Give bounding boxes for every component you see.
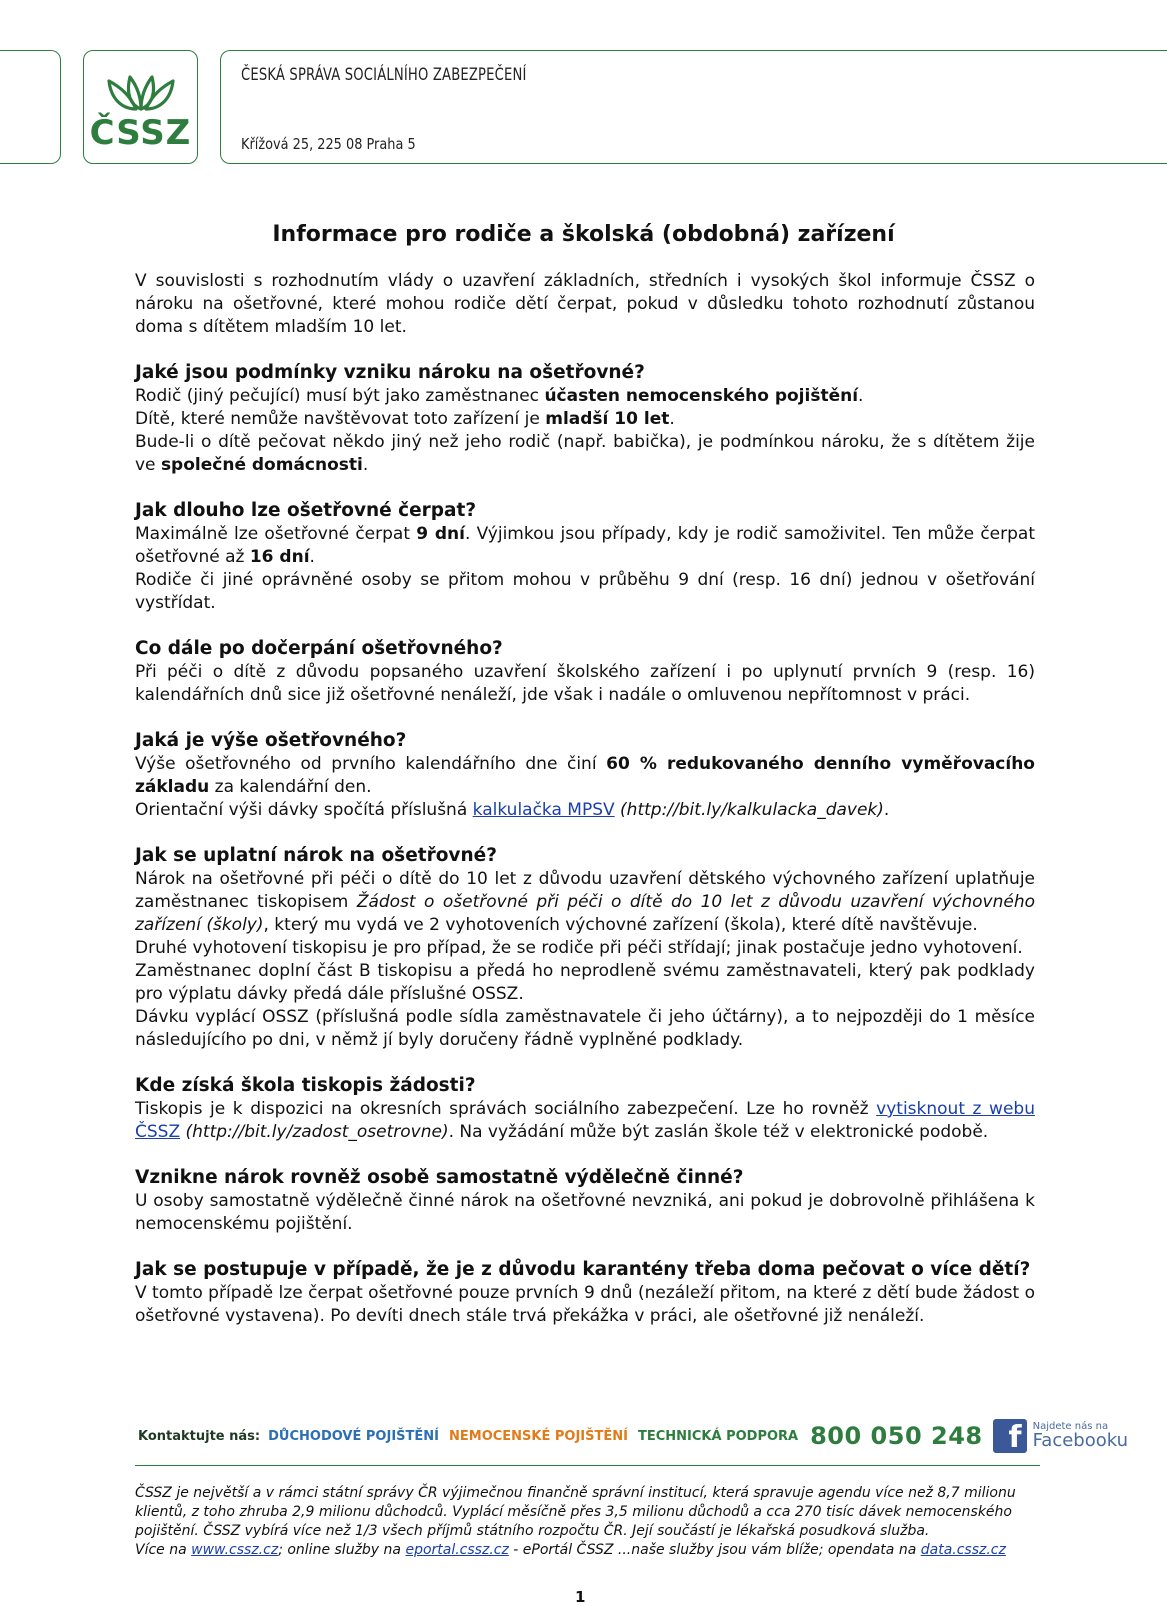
text: .	[309, 547, 315, 567]
text: .	[883, 800, 890, 820]
spacer	[135, 615, 1035, 637]
bold-text: společné domácnosti	[160, 455, 363, 475]
facebook-small-text: Najdete nás na	[1032, 1421, 1109, 1432]
claim-p1	[135, 868, 1035, 937]
bold-text: mladší 10 let	[545, 409, 670, 429]
calculator-url: (http://bit.ly/kalkulacka_davek)	[620, 800, 884, 820]
organization-address: Křížová 25, 225 08 Praha 5	[241, 135, 416, 153]
text: ; online služby na	[278, 1542, 406, 1558]
bold-text: 16 dní	[249, 547, 310, 567]
contact-bar	[138, 1418, 1128, 1454]
conditions-p2	[135, 408, 1035, 431]
facebook-big-text: Facebooku	[1032, 1430, 1129, 1451]
eportal-link[interactable]: eportal.cssz.cz	[405, 1542, 509, 1558]
page-title: Informace pro rodiče a školská (obdobná) zařízení	[272, 222, 895, 247]
bold-text: 9 dní	[416, 524, 465, 544]
section-heading-amount: Jaká je výše ošetřovného?	[135, 730, 407, 751]
footer-links-line	[135, 1541, 1040, 1560]
text: Rodič (jiný pečující) musí být jako zaměstnanec	[135, 386, 545, 406]
spacer	[135, 707, 1035, 729]
text: Orientační výši dávky spočítá příslušná	[135, 800, 473, 820]
facebook-letter: f	[1008, 1420, 1022, 1455]
spacer	[135, 1236, 1035, 1258]
text: . Na vyžádání může být zaslán škole též v elektronické podobě.	[448, 1122, 989, 1142]
facebook-icon[interactable]	[993, 1419, 1027, 1453]
text: .	[362, 455, 369, 475]
sickness-insurance-link[interactable]: NEMOCENSKÉ POJIŠTĚNÍ	[449, 1428, 628, 1444]
footer-divider	[135, 1465, 1040, 1466]
intro-paragraph: V souvislosti s rozhodnutím vlády o uzavření základních, středních i vysokých škol informuje ČSSZ o nároku na ošetřovné, které mohou rodiče dětí čerpat, pokud v důsledku tohoto rozhodnutí zůstanou doma s dítětem mladším 10 let.	[135, 271, 1035, 337]
claim-p4: Dávku vyplácí OSSZ (příslušná podle sídla zaměstnavatele či jeho účtárny), a to nejpozději do 1 měsíce následujícího po dni, v němž jí byly doručeny řádně vyplněné podklady.	[135, 1007, 1035, 1050]
text: Maximálně lze ošetřovné čerpat	[135, 524, 417, 544]
header-frame	[220, 50, 1167, 164]
contact-label: Kontaktujte nás:	[138, 1428, 261, 1444]
logo-text: ČSSZ	[89, 113, 192, 153]
form-url: (http://bit.ly/zadost_osetrovne)	[185, 1122, 449, 1142]
text: , který mu vydá ve 2 vyhotoveních výchovné zařízení (škola), které dítě navštěvuje.	[263, 915, 978, 935]
duration-p2: Rodiče či jiné oprávněné osoby se přitom mohou v průběhu 9 dní (resp. 16 dní) jednou v ošetřování vystřídat.	[135, 570, 1035, 613]
print-form-link[interactable]: vytisknout z webu ČSSZ	[135, 1099, 1035, 1142]
opendata-link[interactable]: data.cssz.cz	[920, 1542, 1006, 1558]
section-heading-duration: Jak dlouho lze ošetřovné čerpat?	[135, 500, 477, 521]
bold-text: 60 % redukovaného denního vyměřovacího základu	[135, 754, 1035, 797]
text: .	[858, 386, 864, 406]
header-left-frame	[0, 50, 61, 164]
text: Bude-li o dítě pečovat někdo jiný než jeho rodič (např. babička), je podmínkou nároku, že s dítětem žije ve	[135, 432, 1035, 475]
cssz-logo	[83, 50, 198, 164]
page-number: 1	[575, 1588, 586, 1606]
osvc-p1: U osoby samostatně výdělečně činné nárok na ošetřovné nevzniká, ani pokud je dobrovolně přihlášena k nemocenskému pojištění.	[135, 1191, 1035, 1234]
spacer	[135, 1144, 1035, 1166]
technical-support-link[interactable]: TECHNICKÁ PODPORA	[637, 1428, 799, 1444]
amount-p2	[135, 799, 1035, 822]
phone-number[interactable]: 800 050 248	[810, 1422, 983, 1450]
pension-insurance-link[interactable]: DŮCHODOVÉ POJIŠTĚNÍ	[268, 1428, 439, 1444]
quarantine-p1: V tomto případě lze čerpat ošetřovné pouze prvních 9 dnů (nezáleží přitom, na které z dětí bude žádost o ošetřovné vystavena). Po devíti dnech stále trvá překážka v práci, ale ošetřovné již nenáleží.	[135, 1283, 1035, 1326]
text: Nárok na ošetřovné při péči o dítě do 10 let z důvodu uzavření dětského výchovného zařízení uplatňuje zaměstnanec tiskopisem	[135, 869, 1035, 912]
claim-p3: Zaměstnanec doplní část B tiskopisu a předá ho neprodleně svému zaměstnavateli, který pak podklady pro výplatu dávky předá dále příslušné OSSZ.	[135, 961, 1035, 1004]
amount-p1	[135, 753, 1035, 799]
section-heading-form: Kde získá škola tiskopis žádosti?	[135, 1075, 476, 1096]
text: - ePortál ČSSZ ...naše služby jsou vám blíže; opendata na	[508, 1542, 921, 1558]
cssz-website-link[interactable]: www.cssz.cz	[191, 1542, 279, 1558]
form-p1	[135, 1098, 1035, 1144]
duration-p1	[135, 523, 1035, 569]
footer-note-text: ČSSZ je největší a v rámci státní správy ČR výjimečnou finančně správní institucí, která spravuje agendu více než 8,7 milionu klientů, z toho zhruba 2,9 milionu důchodců. Vyplácí měsíčně přes 3,5 milionu důchodů a cca 270 tisíc dávek nemocenského pojištění. ČSSZ vybírá více než 1/3 všech příjmů státního rozpočtu ČR. Její součástí je lékařská posudková služba.	[135, 1485, 1016, 1539]
after-p1: Při péči o dítě z důvodu popsaného uzavření školského zařízení i po uplynutí prvních 9 (resp. 16) kalendářních dnů sice již ošetřovné nenáleží, jde však i nadále o omluvenou nepřítomnost v práci.	[135, 662, 1035, 705]
document-body	[135, 270, 1035, 1328]
text: za kalendářní den.	[209, 777, 372, 797]
form-name: Žádost o ošetřovné při péči o dítě do 10 let z důvodu uzavření výchovného zařízení (školy)	[135, 892, 1035, 935]
spacer	[135, 1052, 1035, 1074]
text: . Výjimkou jsou případy, kdy je rodič samoživitel. Ten může čerpat ošetřovné až	[135, 524, 1036, 567]
section-heading-after: Co dále po dočerpání ošetřovného?	[135, 638, 503, 659]
section-heading-claim: Jak se uplatní nárok na ošetřovné?	[135, 845, 497, 866]
section-heading-quarantine: Jak se postupuje v případě, že je z důvodu karantény třeba doma pečovat o více dětí?	[135, 1259, 1031, 1280]
mpsv-calculator-link[interactable]: kalkulačka MPSV	[472, 800, 615, 820]
text: Tiskopis je k dispozici na okresních správách sociálního zabezpečení. Lze ho rovněž	[135, 1099, 877, 1119]
text: Výše ošetřovného od prvního kalendářního dne činí	[135, 754, 607, 774]
leaf-logo-icon	[106, 65, 176, 115]
organization-name: ČESKÁ SPRÁVA SOCIÁLNÍHO ZABEZPEČENÍ	[241, 65, 527, 85]
claim-p2: Druhé vyhotovení tiskopisu je pro případ, že se rodiče při péči střídají; jinak postačuje jedno vyhotovení.	[135, 938, 1023, 958]
spacer	[135, 477, 1035, 499]
section-heading-osvc: Vznikne nárok rovněž osobě samostatně výdělečně činné?	[135, 1167, 744, 1188]
facebook-link[interactable]	[1033, 1422, 1128, 1450]
spacer	[135, 339, 1035, 361]
section-heading-conditions: Jaké jsou podmínky vzniku nároku na ošetřovné?	[135, 362, 645, 383]
text: Dítě, které nemůže navštěvovat toto zařízení je	[135, 409, 546, 429]
text: Více na	[135, 1542, 192, 1558]
text: .	[669, 409, 675, 429]
spacer	[135, 822, 1035, 844]
conditions-p1	[135, 385, 1035, 408]
conditions-p3	[135, 431, 1035, 477]
footer-note	[135, 1484, 1040, 1560]
bold-text: účasten nemocenského pojištění	[544, 386, 859, 406]
